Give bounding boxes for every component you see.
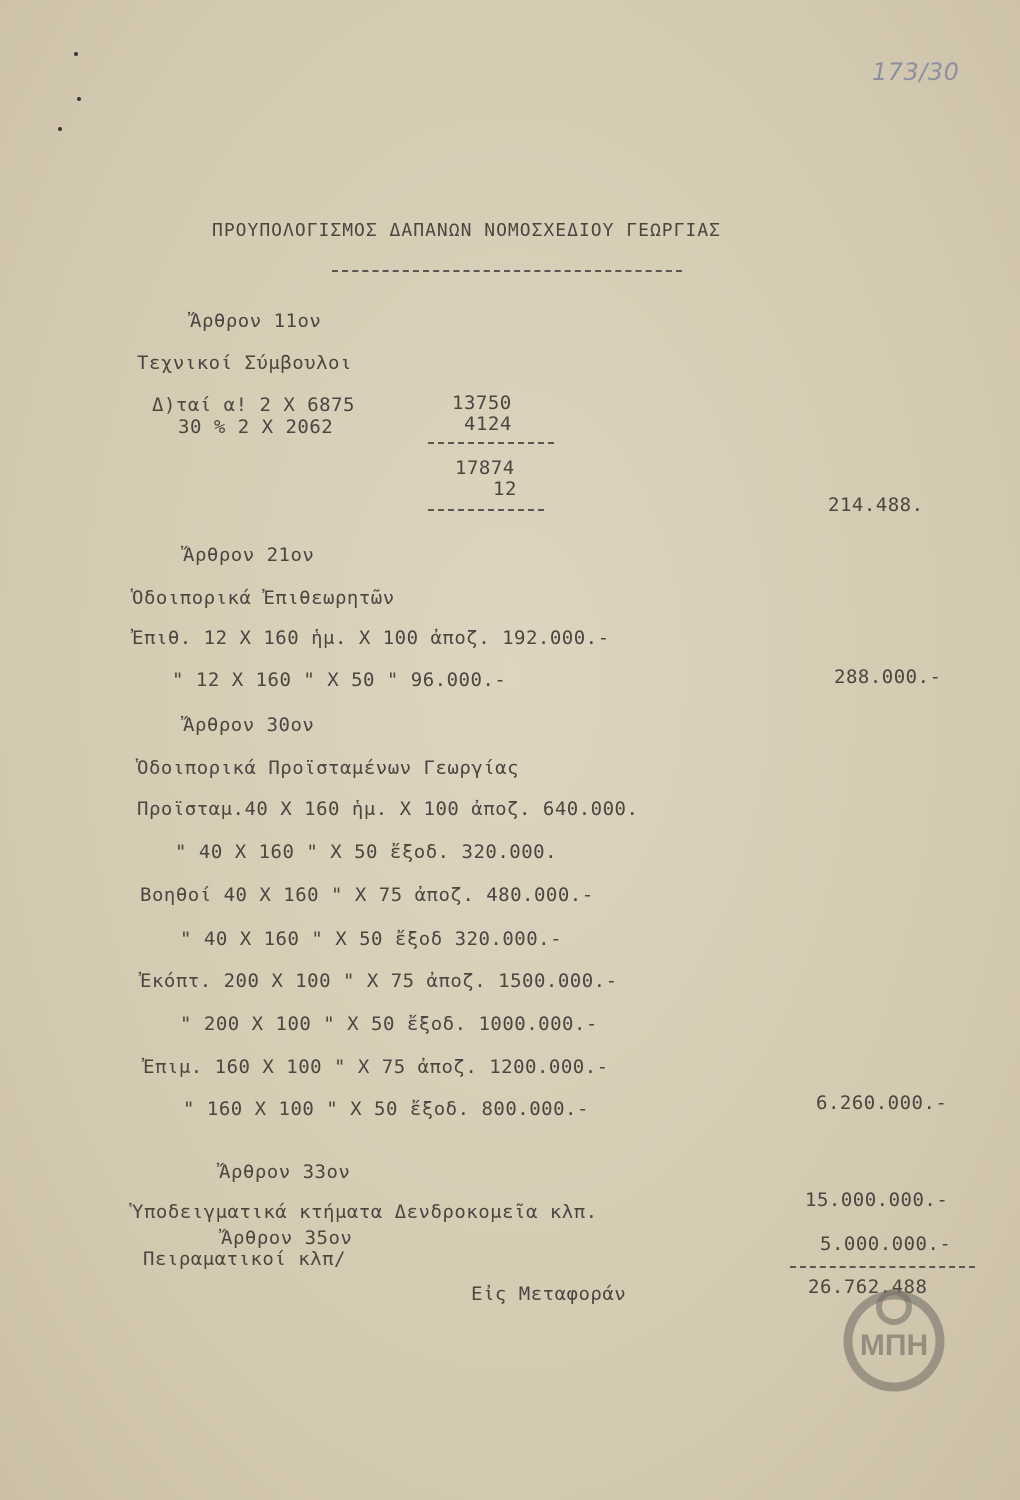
grand-total: 26.762.488 (808, 1276, 928, 1298)
article-11-calc-1: 13750 (452, 392, 512, 414)
article-11-subheading: Τεχνικοί Σύμβουλοι (137, 352, 352, 374)
article-11-total: 214.488. (828, 494, 924, 516)
article-11-sum-rule (428, 442, 554, 444)
article-30-row: " 160 Χ 100 " Χ 50 ἔξοδ. 800.000.- (183, 1098, 589, 1120)
article-30-total: 6.260.000.- (816, 1092, 948, 1114)
grand-total-rule (790, 1266, 975, 1268)
article-33-heading: Ἄρθρον 33ον (219, 1161, 351, 1183)
article-11-line-2: 30 % 2 Χ 2062 (178, 416, 334, 438)
article-21-subheading: Ὁδοιπορικά Ἐπιθεωρητῶν (132, 587, 395, 609)
article-35-text: Πειραματικοί κλπ/ (143, 1248, 346, 1270)
article-35-total: 5.000.000.- (820, 1233, 952, 1255)
ink-speck (58, 127, 62, 131)
ink-speck (77, 97, 81, 101)
article-21-row-2: " 12 Χ 160 " Χ 50 " 96.000.- (172, 669, 507, 691)
article-30-heading: Ἄρθρον 30ον (183, 714, 315, 736)
archive-seal-icon (842, 1283, 946, 1393)
article-11-multiplier: 12 (493, 478, 517, 500)
article-11-line-1: Δ)ταί α! 2 Χ 6875 (152, 394, 355, 416)
article-21-row-1: Ἐπιθ. 12 Χ 160 ἡμ. Χ 100 ἀποζ. 192.000.- (132, 627, 610, 649)
article-21-heading: Ἄρθρον 21ον (183, 544, 315, 566)
article-30-row: Βοηθοί 40 Χ 160 " Χ 75 ἀποζ. 480.000.- (140, 884, 594, 906)
article-30-row: " 40 Χ 160 " Χ 50 ἔξοδ. 320.000. (175, 841, 558, 863)
page-reference: 173/30 (872, 58, 960, 86)
article-30-row: " 200 Χ 100 " Χ 50 ἔξοδ. 1000.000.- (180, 1013, 598, 1035)
title-underline (332, 270, 682, 272)
article-11-result-rule (428, 509, 544, 511)
article-30-row: Ἐκόπτ. 200 Χ 100 " Χ 75 ἀποζ. 1500.000.- (140, 970, 618, 992)
article-21-total: 288.000.- (834, 666, 942, 688)
article-33-total: 15.000.000.- (805, 1189, 949, 1211)
article-11-calc-2: 4124 (464, 413, 512, 435)
article-11-sum: 17874 (455, 457, 515, 479)
article-33-text: Ὑποδειγματικά κτήματα Δενδροκομεῖα κλπ. (132, 1201, 598, 1223)
carry-forward-label: Εἰς Μεταφοράν (471, 1283, 627, 1305)
article-30-row: Προϊσταμ.40 Χ 160 ἡμ. Χ 100 ἀποζ. 640.000. (137, 798, 639, 820)
document-title: ΠΡΟΥΠΟΛΟΓΙΣΜΟΣ ΔΑΠΑΝΩΝ ΝΟΜΟΣΧΕΔΙΟΥ ΓΕΩΡΓΙΑΣ (212, 220, 721, 241)
article-35-heading: Ἄρθρον 35ον (221, 1227, 353, 1249)
seal-text: ΜΠΗ (859, 1329, 929, 1362)
article-30-row: Ἐπιμ. 160 Χ 100 " Χ 75 ἀποζ. 1200.000.- (143, 1056, 609, 1078)
article-30-row: " 40 Χ 160 " Χ 50 ἔξοδ 320.000.- (180, 928, 563, 950)
ink-speck (74, 52, 78, 56)
article-11-heading: Ἄρθρον 11ον (190, 310, 322, 332)
article-30-subheading: Ὁδοιπορικά Προϊσταμένων Γεωργίας (137, 757, 520, 779)
